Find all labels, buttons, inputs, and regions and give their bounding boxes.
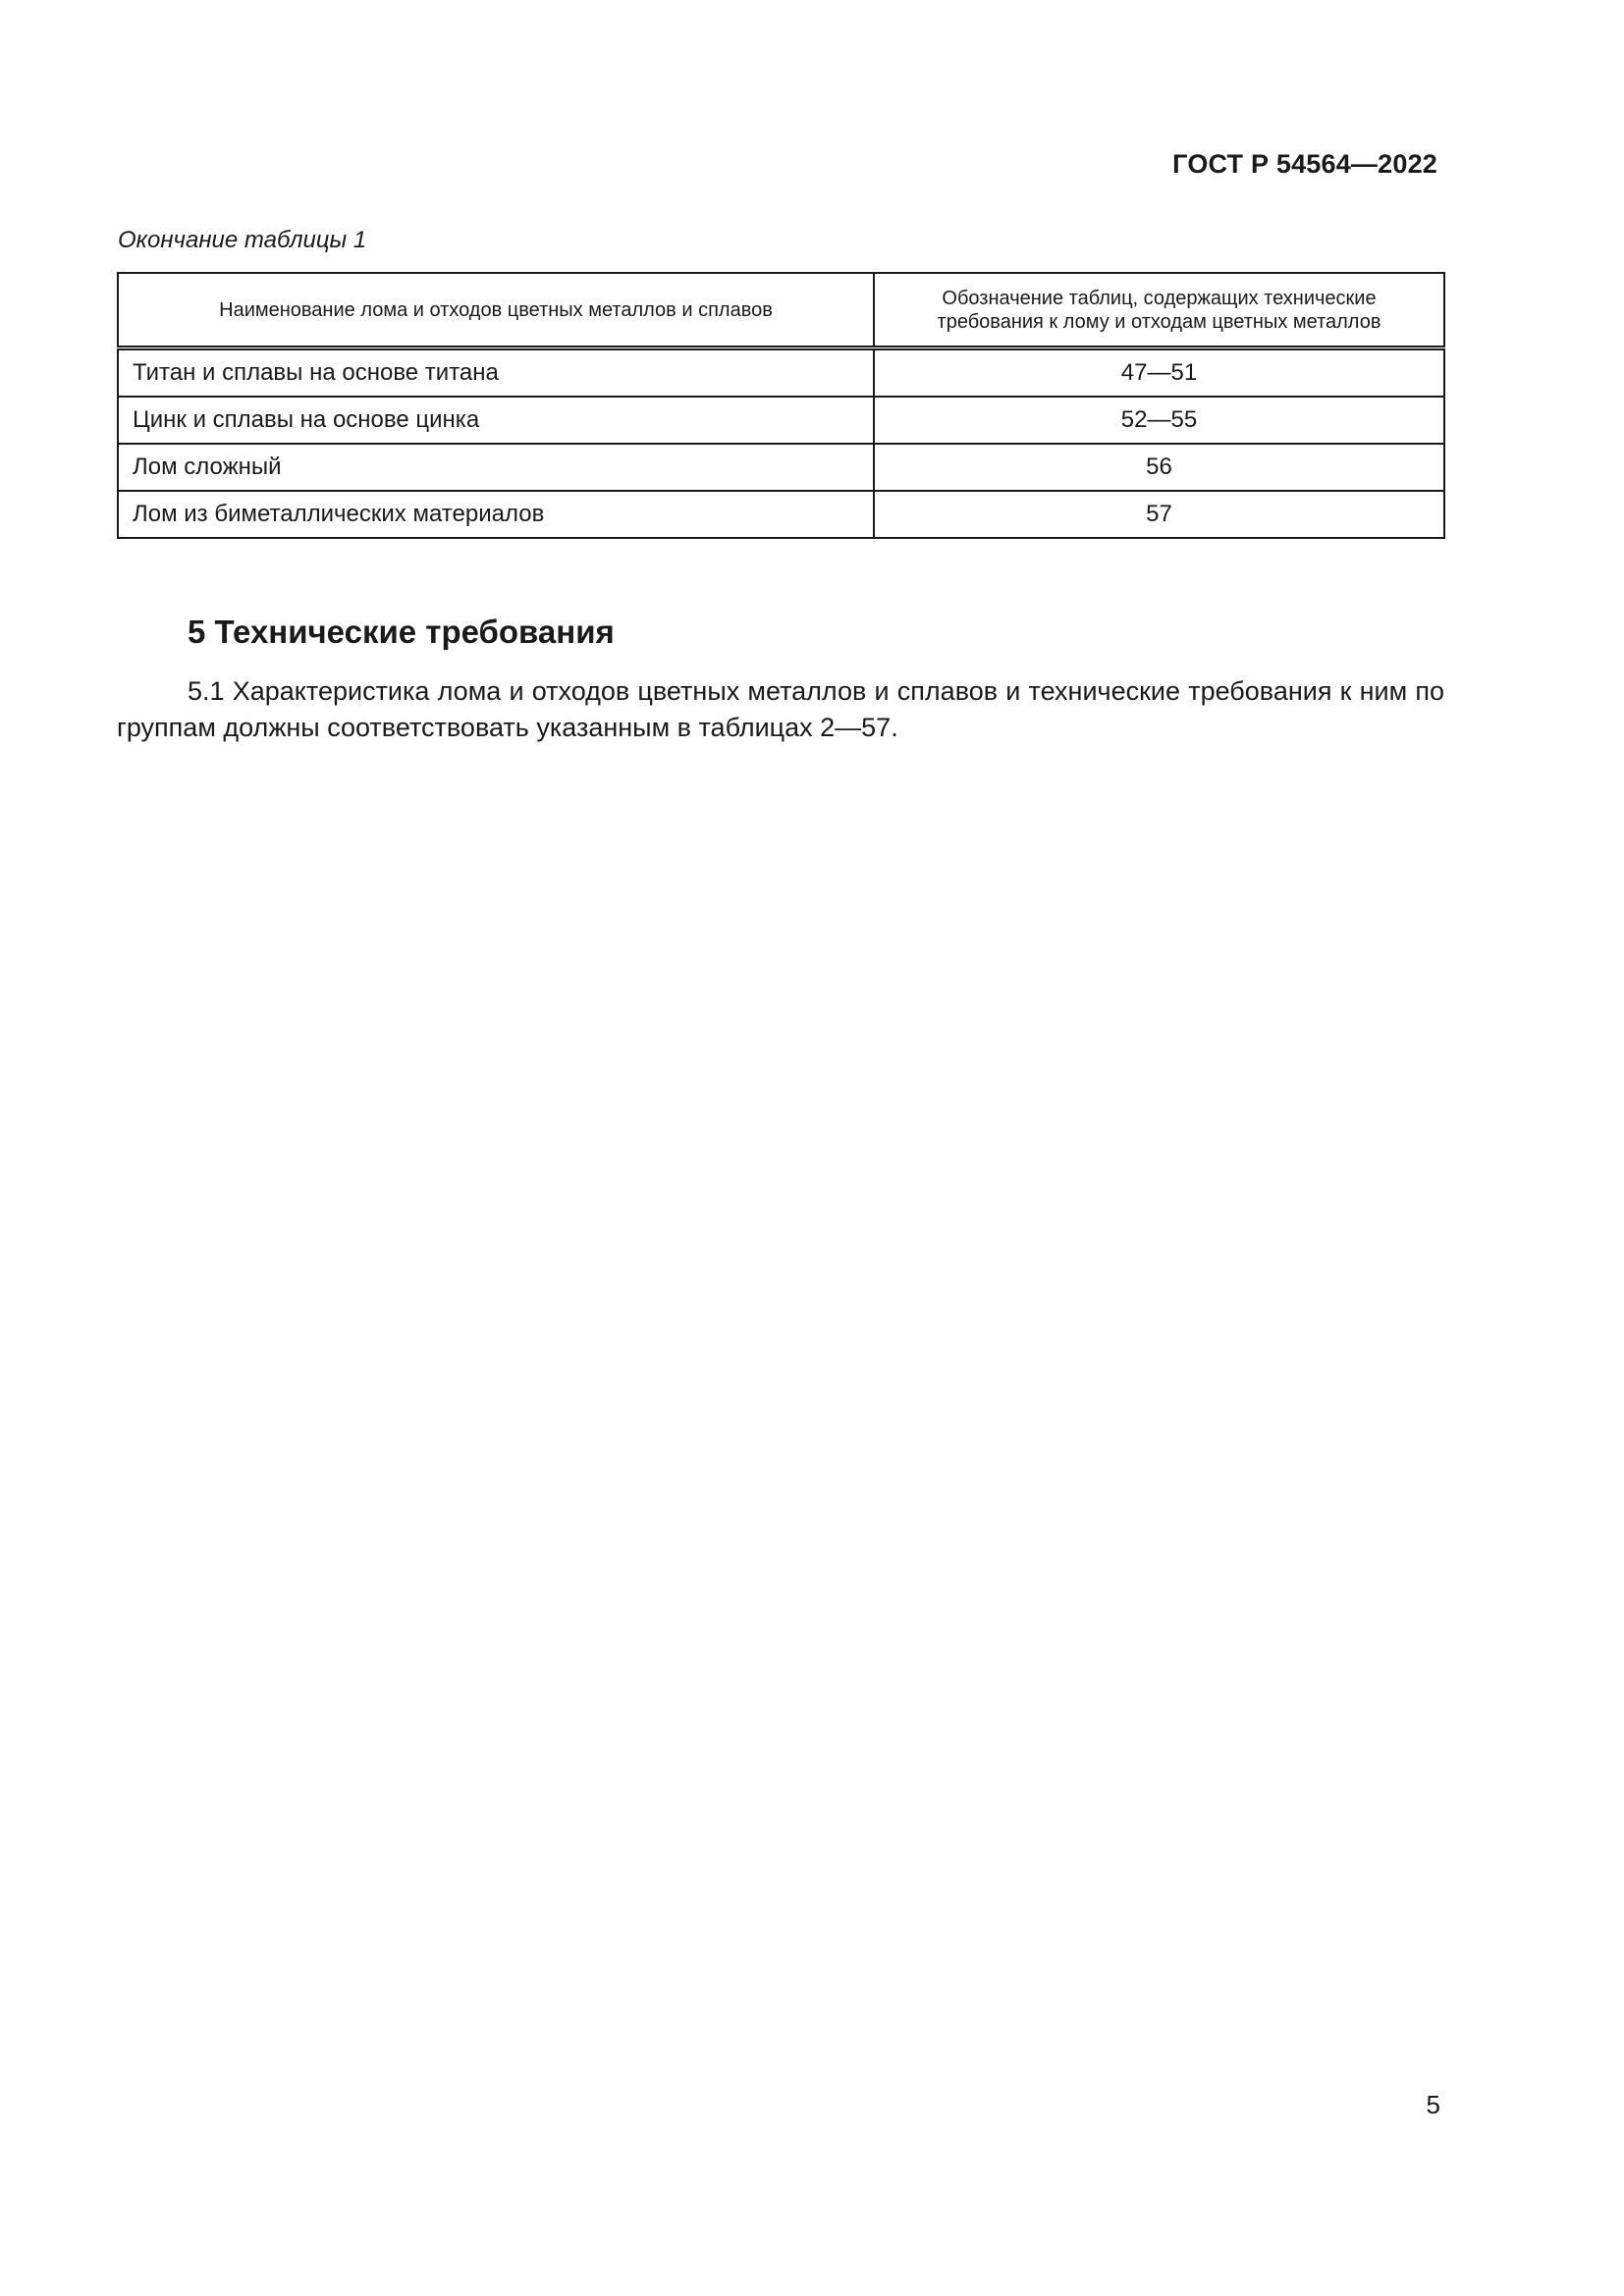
cell-table-numbers: 56: [874, 444, 1444, 491]
document-code: ГОСТ Р 54564—2022: [1172, 149, 1437, 179]
cell-scrap-name: Цинк и сплавы на основе цинка: [118, 397, 874, 444]
cell-scrap-name: Лом сложный: [118, 444, 874, 491]
section-title: 5 Технические требования: [188, 614, 615, 650]
table-row: [118, 491, 1444, 538]
cell-scrap-name: Лом из биметаллических материалов: [118, 491, 874, 538]
table-caption: Окончание таблицы 1: [118, 227, 367, 253]
header-table-designation: Обозначение таблиц, содержащих технические требования к лому и отходам цветных металлов: [874, 273, 1444, 348]
page-number: 5: [1426, 2090, 1440, 2119]
header-scrap-name: Наименование лома и отходов цветных металлов и сплавов: [118, 273, 874, 348]
cell-scrap-name: Титан и сплавы на основе титана: [118, 348, 874, 398]
table-row: [118, 348, 1444, 398]
table-row: [118, 397, 1444, 444]
scrap-table: [117, 272, 1445, 539]
table-row: [118, 444, 1444, 491]
cell-table-numbers: 47—51: [874, 348, 1444, 398]
cell-table-numbers: 52—55: [874, 397, 1444, 444]
section-paragraph: 5.1 Характеристика лома и отходов цветных металлов и сплавов и технические требования к ним по группам должны соответствовать указанным в таблицах 2—57.: [117, 676, 1444, 742]
cell-table-numbers: 57: [874, 491, 1444, 538]
table-header-row: [118, 273, 1444, 348]
